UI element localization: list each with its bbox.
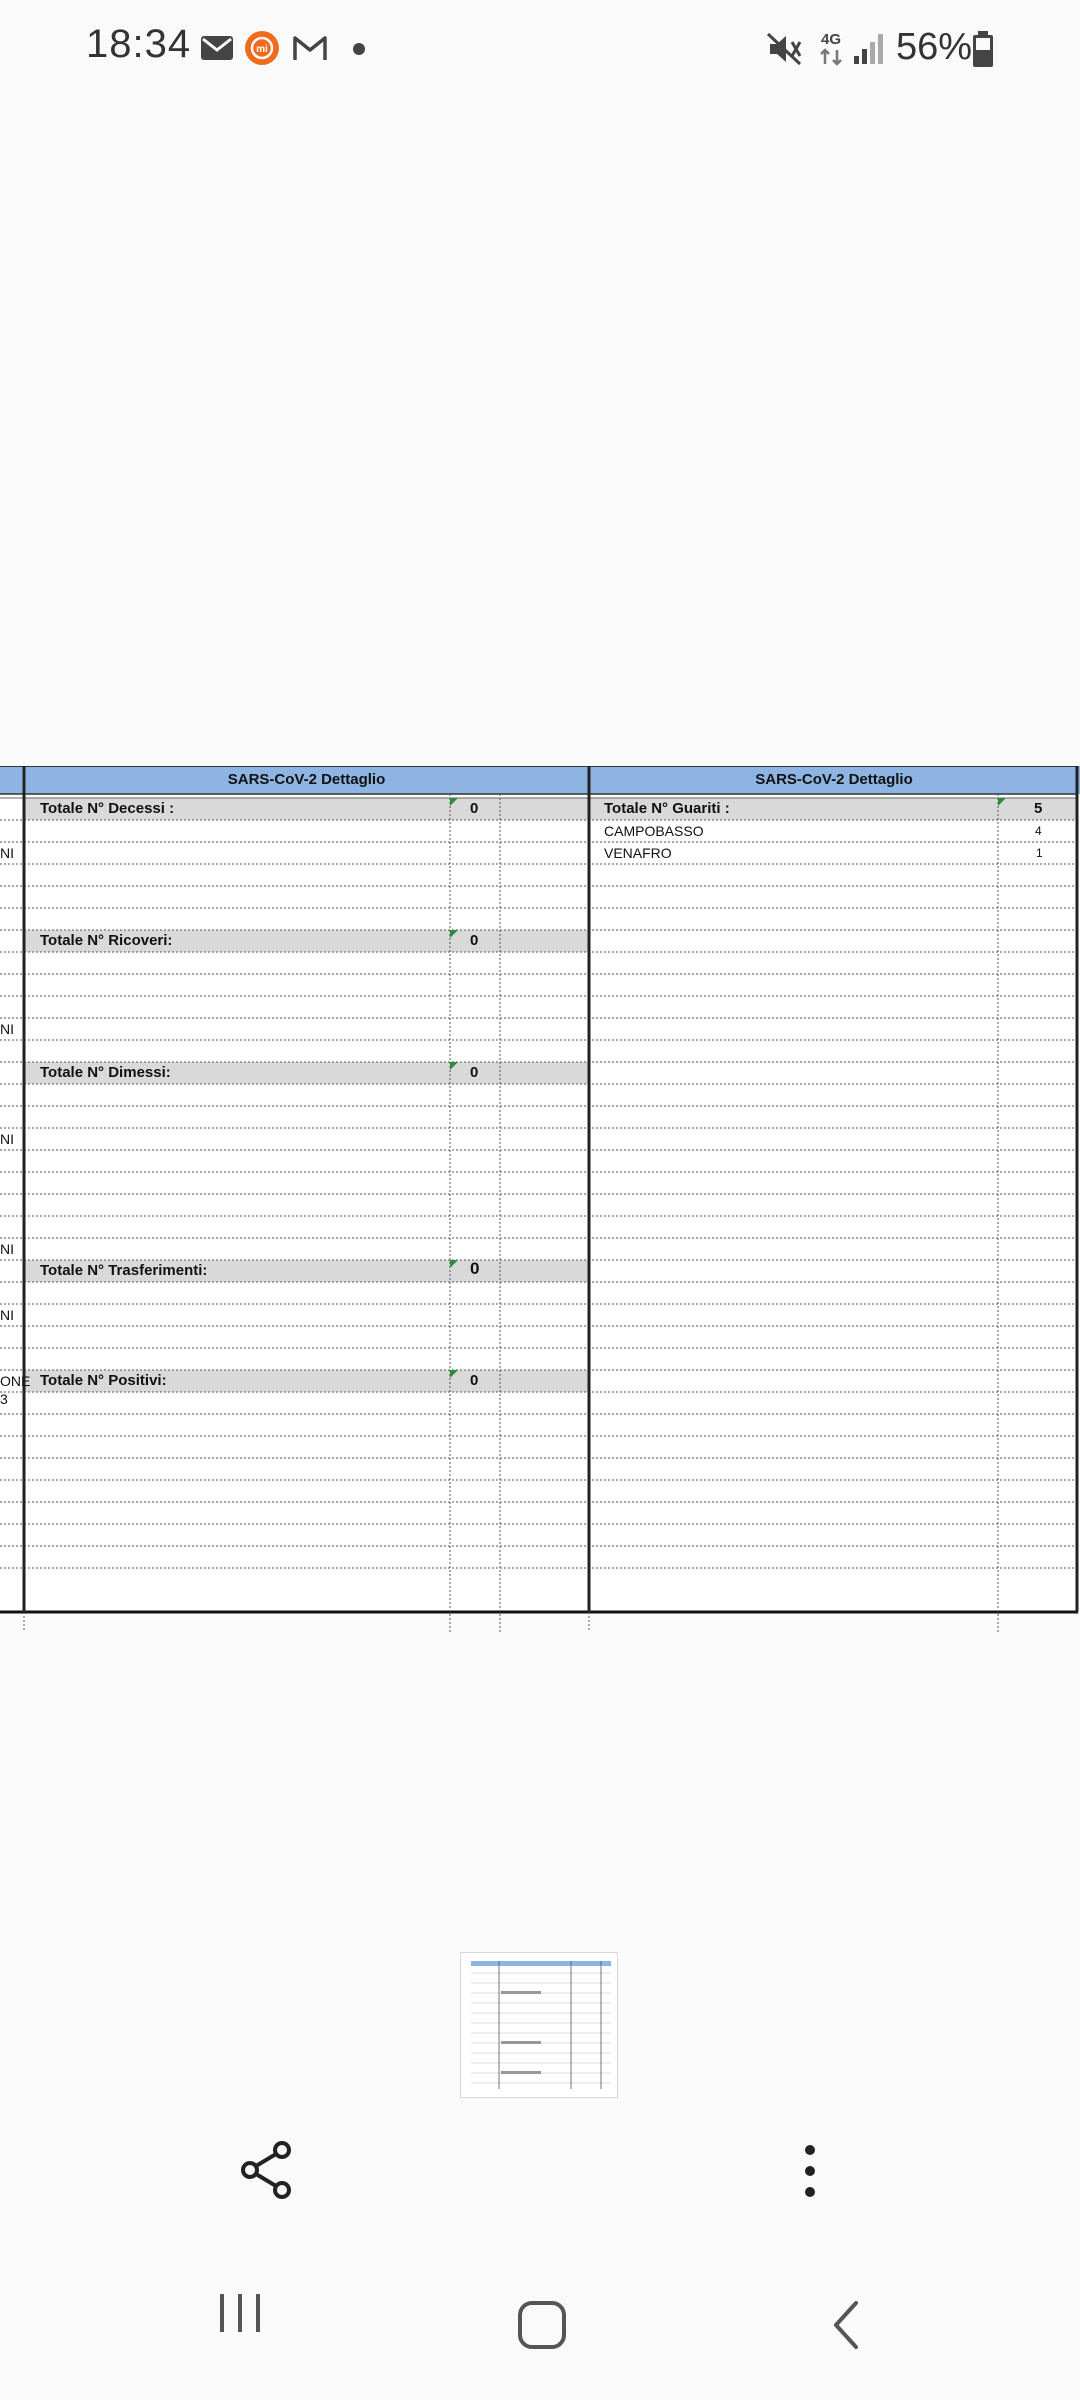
decessi-value: 0 (470, 800, 479, 817)
gmail-m-icon (292, 34, 328, 62)
row-value: 4 (1035, 824, 1042, 838)
left-edge-label: NI (0, 1021, 14, 1037)
signal-icon (852, 32, 886, 66)
row-value: 1 (1036, 846, 1043, 860)
svg-text:4G: 4G (820, 31, 842, 48)
gmail-envelope-icon (200, 34, 234, 62)
status-time: 18:34 (86, 22, 192, 66)
back-icon[interactable] (826, 2300, 866, 2350)
svg-text:mi: mi (256, 44, 268, 55)
status-bar (0, 0, 1080, 100)
battery-icon (972, 30, 994, 68)
page-thumbnail[interactable] (460, 1952, 618, 2098)
more-vert-icon[interactable] (796, 2142, 824, 2200)
dimessi-label: Totale N° Dimessi: (40, 1064, 171, 1081)
positivi-label: Totale N° Positivi: (40, 1372, 167, 1389)
thumbnail-preview (461, 1953, 617, 2097)
row-name: VENAFRO (604, 845, 672, 861)
share-icon[interactable] (240, 2140, 296, 2200)
trasferimenti-value: 0 (470, 1259, 480, 1278)
guariti-label: Totale N° Guariti : (604, 800, 730, 817)
network-4g-icon (816, 28, 846, 68)
right-panel-header: SARS-CoV-2 Dettaglio (755, 771, 913, 788)
left-edge-label: NI (0, 1307, 14, 1323)
home-icon[interactable] (516, 2300, 570, 2350)
dimessi-value: 0 (470, 1064, 479, 1081)
recent-apps-icon[interactable] (216, 2290, 266, 2336)
left-panel-header: SARS-CoV-2 Dettaglio (227, 771, 386, 788)
spreadsheet-view[interactable] (0, 766, 1080, 1632)
dot-icon (352, 42, 366, 56)
left-edge-label: NI (0, 845, 14, 861)
guariti-value: 5 (1034, 800, 1043, 817)
mi-app-icon (244, 30, 280, 66)
left-edge-label: ONE (0, 1373, 31, 1389)
mute-icon (766, 32, 804, 66)
sheet-grid (0, 766, 1080, 1632)
positivi-value: 0 (470, 1372, 479, 1389)
left-edge-label: NI (0, 1131, 14, 1147)
ricoveri-value: 0 (470, 932, 479, 949)
row-name: CAMPOBASSO (604, 823, 704, 839)
ricoveri-label: Totale N° Ricoveri: (40, 932, 173, 949)
decessi-label: Totale N° Decessi : (40, 800, 175, 817)
trasferimenti-label: Totale N° Trasferimenti: (40, 1262, 208, 1279)
battery-percent: 56% (896, 26, 973, 68)
left-edge-label: 3 (0, 1391, 8, 1407)
left-edge-label: NI (0, 1241, 14, 1257)
